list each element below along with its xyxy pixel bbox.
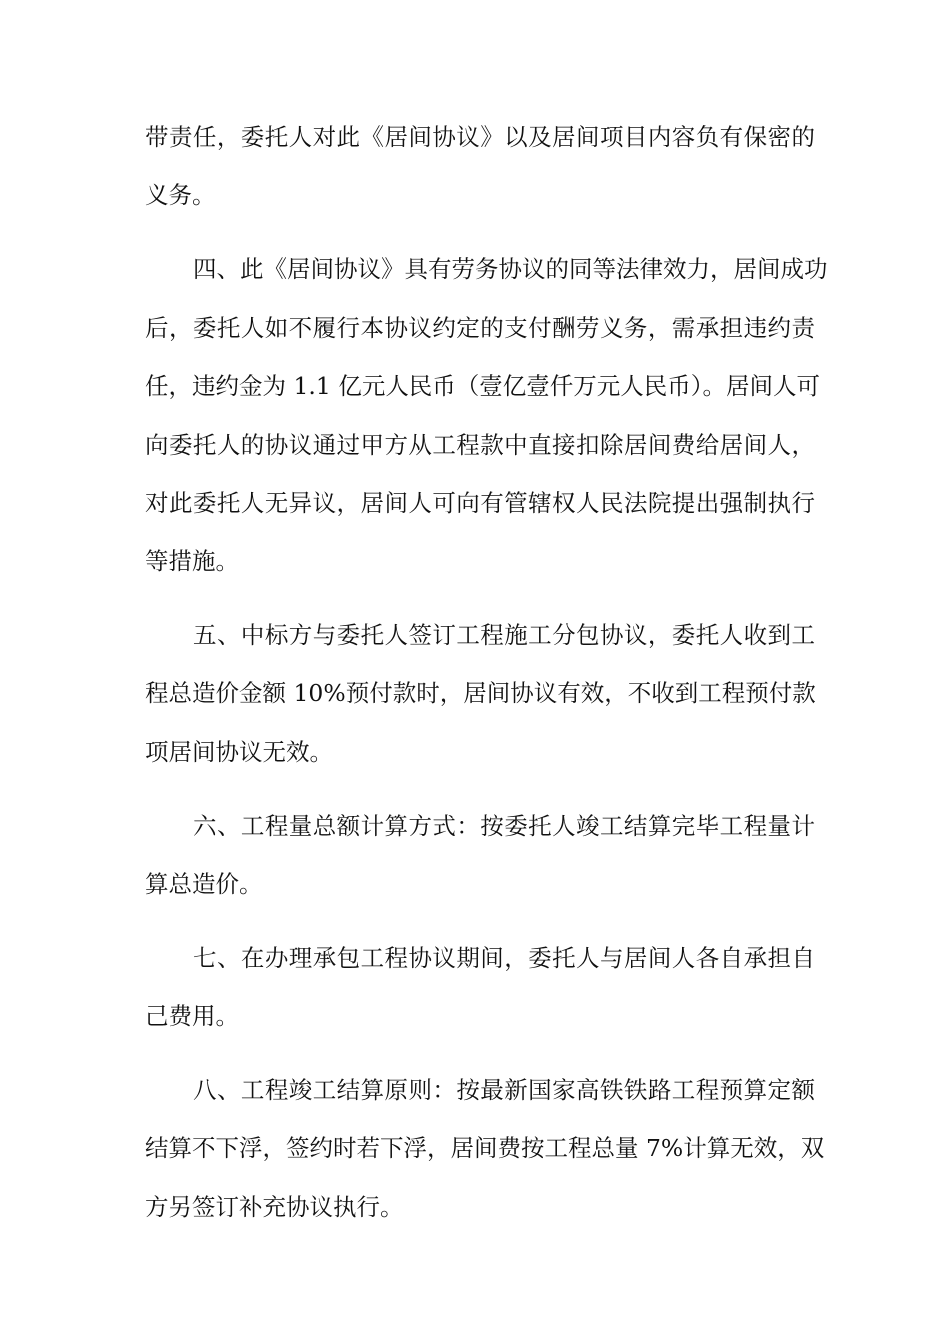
paragraph-line: 项居间协议无效。 [145, 738, 333, 766]
paragraph-line: 程总造价金额 10%预付款时，居间协议有效，不收到工程预付款 [145, 679, 816, 707]
paragraph-line: 五、中标方与委托人签订工程施工分包协议，委托人收到工 [193, 621, 815, 649]
paragraph-line: 七、在办理承包工程协议期间，委托人与居间人各自承担自 [193, 944, 815, 972]
paragraph-line: 等措施。 [145, 547, 239, 575]
paragraph-line: 方另签订补充协议执行。 [145, 1193, 404, 1221]
paragraph-line: 八、工程竣工结算原则：按最新国家高铁铁路工程预算定额 [193, 1076, 815, 1104]
paragraph-line: 向委托人的协议通过甲方从工程款中直接扣除居间费给居间人， [145, 431, 815, 459]
paragraph-line: 己费用。 [145, 1002, 239, 1030]
paragraph-line: 后，委托人如不履行本协议约定的支付酬劳义务，需承担违约责 [145, 314, 815, 342]
paragraph-line: 带责任，委托人对此《居间协议》以及居间项目内容负有保密的 [145, 123, 815, 151]
paragraph-line: 四、此《居间协议》具有劳务协议的同等法律效力，居间成功 [193, 255, 828, 283]
paragraph-line: 六、工程量总额计算方式：按委托人竣工结算完毕工程量计 [193, 812, 815, 840]
paragraph-line: 算总造价。 [145, 870, 263, 898]
paragraph-line: 任，违约金为 1.1 亿元人民币（壹亿壹仟万元人民币）。居间人可 [145, 372, 821, 400]
paragraph-line: 义务。 [145, 181, 216, 209]
paragraph-line: 结算不下浮，签约时若下浮，居间费按工程总量 7%计算无效，双 [145, 1134, 825, 1162]
paragraph-line: 对此委托人无异议，居间人可向有管辖权人民法院提出强制执行 [145, 489, 815, 517]
